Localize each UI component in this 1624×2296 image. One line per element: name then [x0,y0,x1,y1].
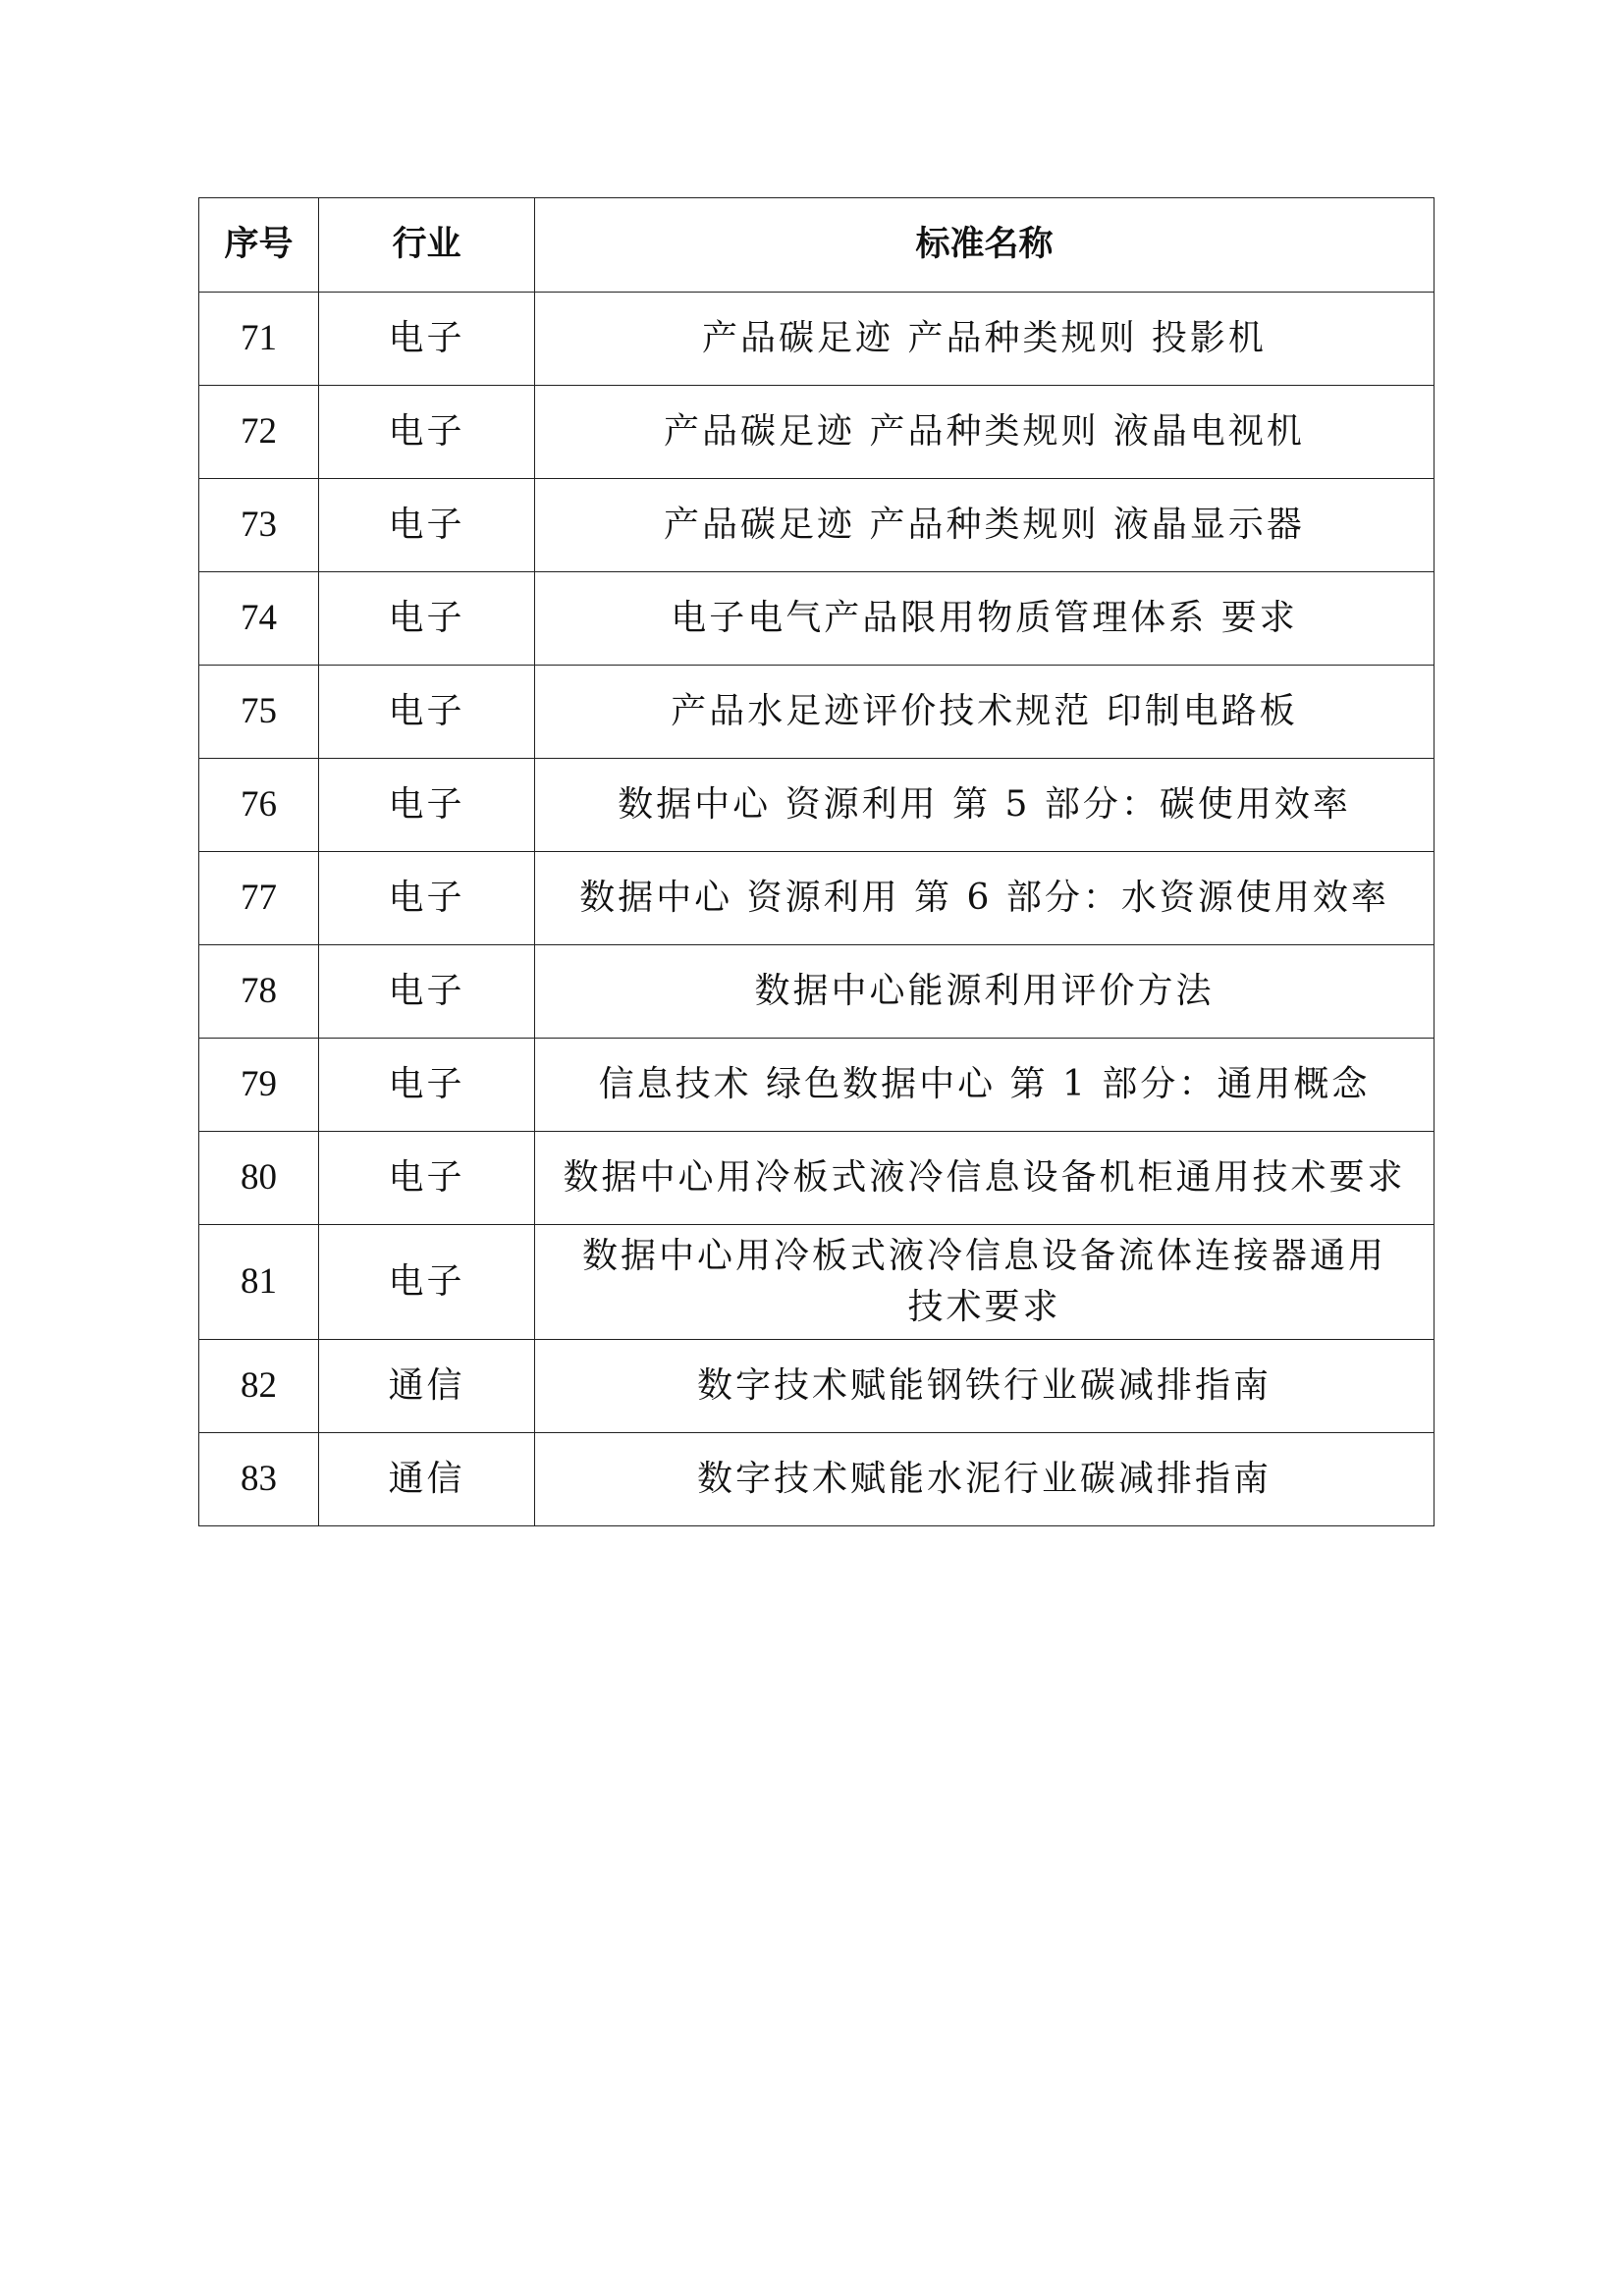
row-seq: 73 [199,479,319,572]
row-seq: 74 [199,572,319,666]
row-industry: 电子 [319,759,535,852]
header-seq: 序号 [199,198,319,293]
row-standard-name: 产品碳足迹 产品种类规则 液晶电视机 [535,386,1435,479]
row-standard-name: 数据中心能源利用评价方法 [535,945,1435,1039]
table-header [199,198,1435,293]
header-industry: 行业 [319,198,535,293]
row-standard-name: 产品水足迹评价技术规范 印制电路板 [535,666,1435,759]
row-standard-name: 数据中心用冷板式液冷信息设备机柜通用技术要求 [535,1132,1435,1225]
row-industry: 电子 [319,1039,535,1132]
row-standard-name: 产品碳足迹 产品种类规则 投影机 [535,293,1435,386]
table-row [199,1132,1435,1225]
row-industry: 电子 [319,572,535,666]
row-industry: 通信 [319,1340,535,1433]
row-standard-name: 数字技术赋能钢铁行业碳减排指南 [535,1340,1435,1433]
row-seq: 77 [199,852,319,945]
table-row [199,945,1435,1039]
row-seq: 71 [199,293,319,386]
row-seq: 83 [199,1433,319,1526]
row-seq: 72 [199,386,319,479]
row-seq: 78 [199,945,319,1039]
row-industry: 通信 [319,1433,535,1526]
table-body [199,293,1435,1526]
table-row [199,1225,1435,1340]
row-industry: 电子 [319,386,535,479]
table-row [199,1433,1435,1526]
row-standard-name: 数字技术赋能水泥行业碳减排指南 [535,1433,1435,1526]
table-row [199,1039,1435,1132]
row-industry: 电子 [319,852,535,945]
row-seq: 81 [199,1225,319,1340]
row-seq: 82 [199,1340,319,1433]
row-industry: 电子 [319,293,535,386]
row-standard-name: 电子电气产品限用物质管理体系 要求 [535,572,1435,666]
row-seq: 80 [199,1132,319,1225]
table-row [199,572,1435,666]
row-standard-name: 数据中心 资源利用 第 5 部分：碳使用效率 [535,759,1435,852]
standards-table [198,197,1435,1526]
row-industry: 电子 [319,1132,535,1225]
header-standard-name: 标准名称 [535,198,1435,293]
row-standard-name: 数据中心 资源利用 第 6 部分：水资源使用效率 [535,852,1435,945]
header-row [199,198,1435,293]
row-standard-name: 数据中心用冷板式液冷信息设备流体连接器通用技术要求 [535,1225,1435,1340]
row-industry: 电子 [319,666,535,759]
table-row [199,386,1435,479]
table-row [199,293,1435,386]
row-standard-name: 产品碳足迹 产品种类规则 液晶显示器 [535,479,1435,572]
row-standard-name: 信息技术 绿色数据中心 第 1 部分：通用概念 [535,1039,1435,1132]
table-row [199,666,1435,759]
table-row [199,852,1435,945]
table-row [199,759,1435,852]
row-industry: 电子 [319,945,535,1039]
table-row [199,1340,1435,1433]
row-industry: 电子 [319,479,535,572]
row-seq: 76 [199,759,319,852]
row-industry: 电子 [319,1225,535,1340]
row-seq: 75 [199,666,319,759]
table-row [199,479,1435,572]
row-seq: 79 [199,1039,319,1132]
